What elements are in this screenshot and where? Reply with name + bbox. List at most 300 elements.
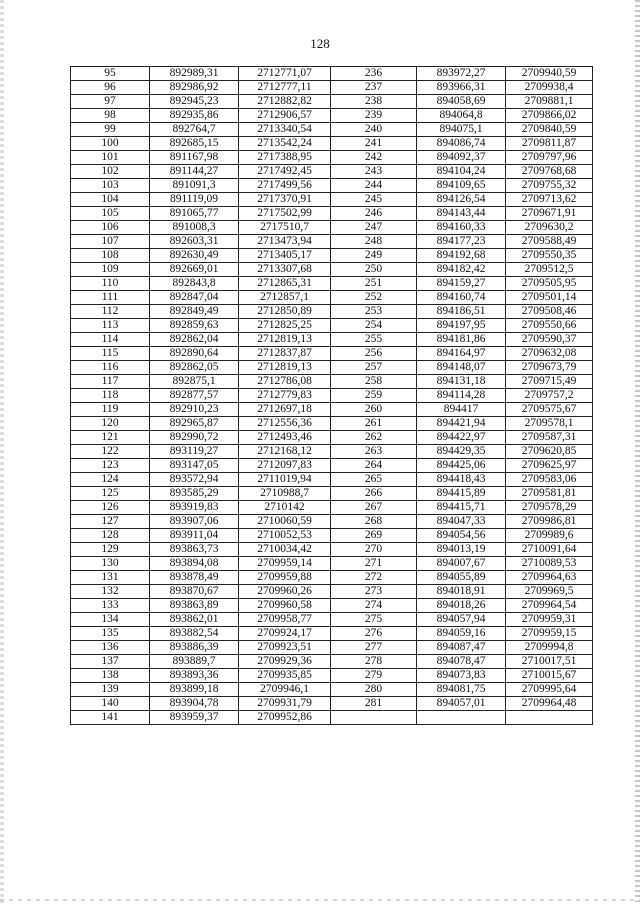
table-cell-y-coordinate-left: 2710142: [239, 501, 331, 515]
table-cell-y-coordinate-left: 2712882,82: [239, 95, 331, 109]
table-cell-point-number-right: 240: [331, 123, 417, 137]
table-cell-x-coordinate-left: 893882,54: [150, 627, 239, 641]
table-cell-point-number-right: 250: [331, 263, 417, 277]
table-row: [71, 571, 593, 585]
table-cell-y-coordinate-right: 2709587,31: [506, 431, 593, 445]
table-cell-x-coordinate-left: 891065,77: [150, 207, 239, 221]
table-cell-y-coordinate-right: 2709581,81: [506, 487, 593, 501]
table-row: [71, 683, 593, 697]
table-cell-x-coordinate-left: 892847,04: [150, 291, 239, 305]
table-cell-y-coordinate-right: 2709673,79: [506, 361, 593, 375]
table-cell-point-number-right: 265: [331, 473, 417, 487]
table-cell-x-coordinate-left: 893889,7: [150, 655, 239, 669]
table-cell-y-coordinate-left: 2710034,42: [239, 543, 331, 557]
table-cell-x-coordinate-right: 894418,43: [417, 473, 506, 487]
table-cell-point-number-right: [331, 711, 417, 725]
table-cell-x-coordinate-left: 893904,78: [150, 697, 239, 711]
table-row: [71, 123, 593, 137]
table-cell-x-coordinate-left: 892910,23: [150, 403, 239, 417]
table-cell-y-coordinate-right: 2709964,54: [506, 599, 593, 613]
table-row: [71, 235, 593, 249]
table-cell-y-coordinate-right: 2709588,49: [506, 235, 593, 249]
table-row: [71, 263, 593, 277]
table-cell-x-coordinate-right: 894159,27: [417, 277, 506, 291]
table-cell-point-number-right: 258: [331, 375, 417, 389]
table-cell-point-number-left: 110: [71, 277, 150, 291]
table-cell-point-number-left: 117: [71, 375, 150, 389]
table-cell-x-coordinate-left: 893894,08: [150, 557, 239, 571]
table-cell-y-coordinate-right: 2709995,64: [506, 683, 593, 697]
table-cell-point-number-right: 269: [331, 529, 417, 543]
table-cell-point-number-left: 137: [71, 655, 150, 669]
table-cell-point-number-right: 252: [331, 291, 417, 305]
table-cell-x-coordinate-left: 892603,31: [150, 235, 239, 249]
table-cell-x-coordinate-right: 894057,01: [417, 697, 506, 711]
table-cell-point-number-left: 103: [71, 179, 150, 193]
table-cell-y-coordinate-right: 2709959,15: [506, 627, 593, 641]
table-cell-y-coordinate-left: 2709946,1: [239, 683, 331, 697]
table-cell-x-coordinate-left: 893899,18: [150, 683, 239, 697]
table-row: [71, 543, 593, 557]
table-cell-x-coordinate-right: 894422,97: [417, 431, 506, 445]
table-cell-point-number-right: 251: [331, 277, 417, 291]
table-cell-point-number-right: 267: [331, 501, 417, 515]
table-cell-y-coordinate-right: 2709715,49: [506, 375, 593, 389]
table-cell-y-coordinate-left: 2709959,14: [239, 557, 331, 571]
table-cell-point-number-right: 249: [331, 249, 417, 263]
table-cell-y-coordinate-left: 2712786,08: [239, 375, 331, 389]
table-cell-x-coordinate-left: 892875,1: [150, 375, 239, 389]
table-cell-y-coordinate-right: 2709986,81: [506, 515, 593, 529]
table-cell-point-number-left: 122: [71, 445, 150, 459]
table-cell-y-coordinate-right: 2709768,68: [506, 165, 593, 179]
table-cell-x-coordinate-right: 894078,47: [417, 655, 506, 669]
table-cell-point-number-right: 239: [331, 109, 417, 123]
scan-edge-right: [635, 0, 640, 905]
table-row: [71, 137, 593, 151]
table-cell-point-number-right: 272: [331, 571, 417, 585]
table-cell-x-coordinate-left: 892965,87: [150, 417, 239, 431]
table-cell-point-number-right: 241: [331, 137, 417, 151]
table-cell-y-coordinate-left: 2712906,57: [239, 109, 331, 123]
table-cell-x-coordinate-right: 894059,16: [417, 627, 506, 641]
table-cell-y-coordinate-left: 2712556,36: [239, 417, 331, 431]
table-row: [71, 529, 593, 543]
table-cell-y-coordinate-left: 2712771,07: [239, 67, 331, 81]
table-cell-y-coordinate-right: 2709881,1: [506, 95, 593, 109]
table-cell-point-number-left: 109: [71, 263, 150, 277]
table-cell-y-coordinate-right: 2709938,4: [506, 81, 593, 95]
table-cell-x-coordinate-right: 894182,42: [417, 263, 506, 277]
table-cell-y-coordinate-left: 2709923,51: [239, 641, 331, 655]
table-cell-x-coordinate-left: 891167,98: [150, 151, 239, 165]
table-cell-y-coordinate-right: 2709508,46: [506, 305, 593, 319]
table-cell-y-coordinate-left: 2717499,56: [239, 179, 331, 193]
table-cell-y-coordinate-right: 2709964,48: [506, 697, 593, 711]
table-row: [71, 193, 593, 207]
table-cell-point-number-left: 139: [71, 683, 150, 697]
table-cell-x-coordinate-right: 894075,1: [417, 123, 506, 137]
table-row: [71, 305, 593, 319]
table-cell-x-coordinate-right: 894018,26: [417, 599, 506, 613]
table-row: [71, 165, 593, 179]
table-cell-x-coordinate-left: 892843,8: [150, 277, 239, 291]
table-cell-x-coordinate-right: 894164,97: [417, 347, 506, 361]
table-cell-point-number-left: 135: [71, 627, 150, 641]
table-row: [71, 613, 593, 627]
table-cell-y-coordinate-left: 2713307,68: [239, 263, 331, 277]
table-cell-point-number-left: 121: [71, 431, 150, 445]
table-cell-x-coordinate-right: 894429,35: [417, 445, 506, 459]
table-cell-x-coordinate-right: 894073,83: [417, 669, 506, 683]
table-cell-y-coordinate-left: 2709960,58: [239, 599, 331, 613]
table-cell-x-coordinate-left: 892990,72: [150, 431, 239, 445]
table-row: [71, 515, 593, 529]
table-cell-point-number-right: 246: [331, 207, 417, 221]
table-cell-y-coordinate-right: 2709578,29: [506, 501, 593, 515]
table-cell-y-coordinate-right: 2709632,08: [506, 347, 593, 361]
table-row: [71, 389, 593, 403]
table-cell-point-number-left: 100: [71, 137, 150, 151]
table-cell-y-coordinate-right: 2709671,91: [506, 207, 593, 221]
table-cell-x-coordinate-right: 894007,67: [417, 557, 506, 571]
table-cell-x-coordinate-left: 893959,37: [150, 711, 239, 725]
table-row: [71, 487, 593, 501]
table-row: [71, 459, 593, 473]
table-cell-y-coordinate-left: 2710060,59: [239, 515, 331, 529]
table-cell-point-number-left: 95: [71, 67, 150, 81]
table-cell-x-coordinate-right: 894415,89: [417, 487, 506, 501]
table-cell-y-coordinate-left: 2709929,36: [239, 655, 331, 669]
table-row: [71, 277, 593, 291]
table-cell-y-coordinate-right: 2709505,95: [506, 277, 593, 291]
table-row: [71, 641, 593, 655]
table-cell-y-coordinate-right: 2709578,1: [506, 417, 593, 431]
table-cell-point-number-right: 264: [331, 459, 417, 473]
table-cell-point-number-left: 108: [71, 249, 150, 263]
table-cell-point-number-left: 123: [71, 459, 150, 473]
table-cell-point-number-right: 276: [331, 627, 417, 641]
table-cell-x-coordinate-left: 893862,01: [150, 613, 239, 627]
table-row: [71, 417, 593, 431]
table-cell-point-number-right: 257: [331, 361, 417, 375]
table-cell-point-number-right: 273: [331, 585, 417, 599]
table-cell-y-coordinate-left: 2709931,79: [239, 697, 331, 711]
table-cell-y-coordinate-right: 2710015,67: [506, 669, 593, 683]
scan-edge-bottom: [0, 899, 640, 901]
table-cell-x-coordinate-right: 894081,75: [417, 683, 506, 697]
table-cell-point-number-left: 120: [71, 417, 150, 431]
table-cell-x-coordinate-right: 894054,56: [417, 529, 506, 543]
table-cell-y-coordinate-right: 2709969,5: [506, 585, 593, 599]
table-cell-y-coordinate-left: 2709924,17: [239, 627, 331, 641]
table-cell-point-number-left: 107: [71, 235, 150, 249]
table-cell-point-number-left: 111: [71, 291, 150, 305]
table-cell-point-number-right: 254: [331, 319, 417, 333]
table-row: [71, 109, 593, 123]
table-cell-x-coordinate-right: 894160,74: [417, 291, 506, 305]
table-cell-x-coordinate-right: 894126,54: [417, 193, 506, 207]
table-cell-point-number-right: 259: [331, 389, 417, 403]
table-cell-point-number-left: 141: [71, 711, 150, 725]
table-cell-x-coordinate-right: 894013,19: [417, 543, 506, 557]
table-cell-y-coordinate-left: 2717388,95: [239, 151, 331, 165]
table-cell-point-number-right: 280: [331, 683, 417, 697]
table-cell-x-coordinate-left: 892764,7: [150, 123, 239, 137]
table-cell-y-coordinate-left: 2717370,91: [239, 193, 331, 207]
table-row: [71, 711, 593, 725]
table-cell-point-number-left: 105: [71, 207, 150, 221]
table-cell-x-coordinate-left: 893886,39: [150, 641, 239, 655]
table-cell-x-coordinate-left: 893919,83: [150, 501, 239, 515]
table-cell-x-coordinate-left: 891144,27: [150, 165, 239, 179]
table-cell-y-coordinate-right: 2709625,97: [506, 459, 593, 473]
table-cell-y-coordinate-right: [506, 711, 593, 725]
table-cell-point-number-left: 99: [71, 123, 150, 137]
table-cell-point-number-left: 138: [71, 669, 150, 683]
table-row: [71, 473, 593, 487]
table-row: [71, 445, 593, 459]
table-cell-y-coordinate-right: 2709590,37: [506, 333, 593, 347]
table-cell-x-coordinate-left: 892989,31: [150, 67, 239, 81]
table-cell-x-coordinate-left: 892935,86: [150, 109, 239, 123]
table-cell-x-coordinate-right: 894104,24: [417, 165, 506, 179]
table-cell-point-number-left: 130: [71, 557, 150, 571]
table-cell-y-coordinate-right: 2709866,02: [506, 109, 593, 123]
table-row: [71, 585, 593, 599]
table-cell-x-coordinate-right: 894186,51: [417, 305, 506, 319]
table-cell-point-number-right: 262: [331, 431, 417, 445]
table-row: [71, 557, 593, 571]
table-cell-x-coordinate-left: 893863,73: [150, 543, 239, 557]
table-cell-y-coordinate-left: 2711019,94: [239, 473, 331, 487]
table-row: [71, 501, 593, 515]
table-cell-y-coordinate-left: 2712168,12: [239, 445, 331, 459]
table-cell-x-coordinate-left: 892685,15: [150, 137, 239, 151]
table-cell-x-coordinate-left: 892630,49: [150, 249, 239, 263]
table-cell-point-number-right: 255: [331, 333, 417, 347]
table-cell-x-coordinate-left: 893907,06: [150, 515, 239, 529]
table-cell-point-number-right: 253: [331, 305, 417, 319]
table-cell-point-number-left: 126: [71, 501, 150, 515]
table-cell-x-coordinate-right: 894018,91: [417, 585, 506, 599]
table-cell-point-number-right: 237: [331, 81, 417, 95]
table-cell-x-coordinate-left: 893878,49: [150, 571, 239, 585]
table-cell-point-number-left: 134: [71, 613, 150, 627]
table-cell-y-coordinate-left: 2712850,89: [239, 305, 331, 319]
table-cell-x-coordinate-left: 893585,29: [150, 487, 239, 501]
table-cell-y-coordinate-left: 2712857,1: [239, 291, 331, 305]
table-row: [71, 221, 593, 235]
table-cell-x-coordinate-right: 894181,86: [417, 333, 506, 347]
table-cell-y-coordinate-left: 2709958,77: [239, 613, 331, 627]
table-cell-x-coordinate-right: 893966,31: [417, 81, 506, 95]
table-cell-point-number-right: 243: [331, 165, 417, 179]
table-cell-x-coordinate-right: 894421,94: [417, 417, 506, 431]
table-cell-point-number-right: 275: [331, 613, 417, 627]
table-cell-x-coordinate-left: 892862,04: [150, 333, 239, 347]
table-cell-point-number-left: 96: [71, 81, 150, 95]
table-cell-point-number-right: 260: [331, 403, 417, 417]
table-cell-point-number-left: 114: [71, 333, 150, 347]
table-cell-x-coordinate-right: 894057,94: [417, 613, 506, 627]
table-row: [71, 291, 593, 305]
table-row: [71, 333, 593, 347]
table-cell-point-number-right: 279: [331, 669, 417, 683]
table-cell-point-number-left: 115: [71, 347, 150, 361]
table-cell-x-coordinate-left: 892862,05: [150, 361, 239, 375]
table-cell-y-coordinate-right: 2709840,59: [506, 123, 593, 137]
table-cell-point-number-left: 112: [71, 305, 150, 319]
table-cell-x-coordinate-right: 894047,33: [417, 515, 506, 529]
table-row: [71, 627, 593, 641]
table-cell-x-coordinate-right: 894148,07: [417, 361, 506, 375]
table-cell-x-coordinate-right: 894087,47: [417, 641, 506, 655]
table-row: [71, 403, 593, 417]
table-row: [71, 95, 593, 109]
table-cell-x-coordinate-left: 892945,23: [150, 95, 239, 109]
table-cell-y-coordinate-left: 2713542,24: [239, 137, 331, 151]
table-cell-point-number-right: 236: [331, 67, 417, 81]
table-cell-y-coordinate-left: 2713473,94: [239, 235, 331, 249]
table-cell-x-coordinate-right: 894114,28: [417, 389, 506, 403]
table-cell-y-coordinate-left: 2712865,31: [239, 277, 331, 291]
table-cell-y-coordinate-left: 2717492,45: [239, 165, 331, 179]
table-cell-y-coordinate-left: 2712097,83: [239, 459, 331, 473]
table-row: [71, 669, 593, 683]
table-cell-x-coordinate-left: 891008,3: [150, 221, 239, 235]
table-cell-y-coordinate-left: 2709952,86: [239, 711, 331, 725]
table-cell-point-number-right: 242: [331, 151, 417, 165]
table-cell-point-number-left: 124: [71, 473, 150, 487]
table-cell-x-coordinate-left: 891091,3: [150, 179, 239, 193]
table-cell-point-number-left: 140: [71, 697, 150, 711]
table-cell-x-coordinate-right: 894177,23: [417, 235, 506, 249]
table-cell-point-number-left: 113: [71, 319, 150, 333]
table-cell-x-coordinate-right: 894064,8: [417, 109, 506, 123]
table-cell-point-number-left: 133: [71, 599, 150, 613]
table-row: [71, 431, 593, 445]
table-cell-x-coordinate-right: 894055,89: [417, 571, 506, 585]
table-cell-y-coordinate-left: 2712825,25: [239, 319, 331, 333]
table-cell-y-coordinate-left: 2712493,46: [239, 431, 331, 445]
table-cell-point-number-left: 102: [71, 165, 150, 179]
table-cell-point-number-left: 118: [71, 389, 150, 403]
table-cell-y-coordinate-right: 2709550,66: [506, 319, 593, 333]
table-cell-y-coordinate-right: 2709757,2: [506, 389, 593, 403]
table-cell-point-number-left: 98: [71, 109, 150, 123]
table-cell-y-coordinate-right: 2709964,63: [506, 571, 593, 585]
table-cell-x-coordinate-right: 894417: [417, 403, 506, 417]
table-row: [71, 249, 593, 263]
table-row: [71, 67, 593, 81]
table-cell-y-coordinate-left: 2709960,26: [239, 585, 331, 599]
table-cell-y-coordinate-right: 2709797,96: [506, 151, 593, 165]
table-cell-point-number-left: 128: [71, 529, 150, 543]
table-cell-point-number-right: 271: [331, 557, 417, 571]
table-row: [71, 697, 593, 711]
table-cell-x-coordinate-right: [417, 711, 506, 725]
table-cell-point-number-right: 277: [331, 641, 417, 655]
coordinates-table-body: [71, 67, 593, 725]
table-cell-x-coordinate-right: 894197,95: [417, 319, 506, 333]
table-cell-y-coordinate-left: 2712819,13: [239, 333, 331, 347]
table-row: [71, 179, 593, 193]
table-cell-x-coordinate-right: 894058,69: [417, 95, 506, 109]
table-row: [71, 655, 593, 669]
table-cell-y-coordinate-right: 2709713,62: [506, 193, 593, 207]
table-cell-point-number-left: 131: [71, 571, 150, 585]
table-cell-x-coordinate-right: 894415,71: [417, 501, 506, 515]
table-row: [71, 375, 593, 389]
table-cell-point-number-right: 274: [331, 599, 417, 613]
table-cell-point-number-right: 238: [331, 95, 417, 109]
table-cell-y-coordinate-right: 2709959,31: [506, 613, 593, 627]
table-cell-x-coordinate-left: 893870,67: [150, 585, 239, 599]
table-cell-x-coordinate-left: 893147,05: [150, 459, 239, 473]
coordinates-table: [70, 66, 593, 725]
table-cell-y-coordinate-left: 2712777,11: [239, 81, 331, 95]
table-cell-y-coordinate-right: 2709583,06: [506, 473, 593, 487]
table-cell-x-coordinate-left: 892859,63: [150, 319, 239, 333]
table-cell-point-number-left: 106: [71, 221, 150, 235]
table-cell-y-coordinate-right: 2709989,6: [506, 529, 593, 543]
table-cell-y-coordinate-right: 2709940,59: [506, 67, 593, 81]
table-cell-point-number-right: 263: [331, 445, 417, 459]
table-cell-x-coordinate-left: 893863,89: [150, 599, 239, 613]
table-cell-point-number-left: 104: [71, 193, 150, 207]
table-cell-x-coordinate-right: 894160,33: [417, 221, 506, 235]
table-cell-x-coordinate-right: 894425,06: [417, 459, 506, 473]
table-cell-y-coordinate-right: 2709994,8: [506, 641, 593, 655]
table-cell-point-number-right: 256: [331, 347, 417, 361]
table-cell-y-coordinate-right: 2710017,51: [506, 655, 593, 669]
table-cell-point-number-left: 119: [71, 403, 150, 417]
table-cell-x-coordinate-left: 893572,94: [150, 473, 239, 487]
table-cell-point-number-right: 278: [331, 655, 417, 669]
table-row: [71, 151, 593, 165]
table-cell-y-coordinate-left: 2712837,87: [239, 347, 331, 361]
table-cell-point-number-left: 136: [71, 641, 150, 655]
table-cell-x-coordinate-left: 893893,36: [150, 669, 239, 683]
table-cell-x-coordinate-left: 892986,92: [150, 81, 239, 95]
table-row: [71, 347, 593, 361]
table-cell-y-coordinate-left: 2710052,53: [239, 529, 331, 543]
table-cell-x-coordinate-left: 893119,27: [150, 445, 239, 459]
table-cell-y-coordinate-right: 2709755,32: [506, 179, 593, 193]
table-cell-y-coordinate-left: 2712697,18: [239, 403, 331, 417]
table-cell-point-number-left: 127: [71, 515, 150, 529]
table-cell-point-number-left: 132: [71, 585, 150, 599]
table-cell-point-number-right: 268: [331, 515, 417, 529]
table-cell-point-number-left: 116: [71, 361, 150, 375]
table-cell-point-number-left: 125: [71, 487, 150, 501]
table-cell-y-coordinate-right: 2709550,35: [506, 249, 593, 263]
table-cell-x-coordinate-left: 893911,04: [150, 529, 239, 543]
table-cell-x-coordinate-right: 894192,68: [417, 249, 506, 263]
table-cell-x-coordinate-right: 894109,65: [417, 179, 506, 193]
table-cell-x-coordinate-right: 894092,37: [417, 151, 506, 165]
table-cell-y-coordinate-right: 2709512,5: [506, 263, 593, 277]
table-cell-x-coordinate-left: 892890,64: [150, 347, 239, 361]
table-cell-y-coordinate-left: 2712779,83: [239, 389, 331, 403]
table-cell-point-number-right: 261: [331, 417, 417, 431]
table-cell-x-coordinate-right: 894131,18: [417, 375, 506, 389]
table-cell-y-coordinate-left: 2717510,7: [239, 221, 331, 235]
table-cell-y-coordinate-right: 2709620,85: [506, 445, 593, 459]
table-cell-y-coordinate-right: 2709501,14: [506, 291, 593, 305]
table-cell-x-coordinate-left: 892669,01: [150, 263, 239, 277]
